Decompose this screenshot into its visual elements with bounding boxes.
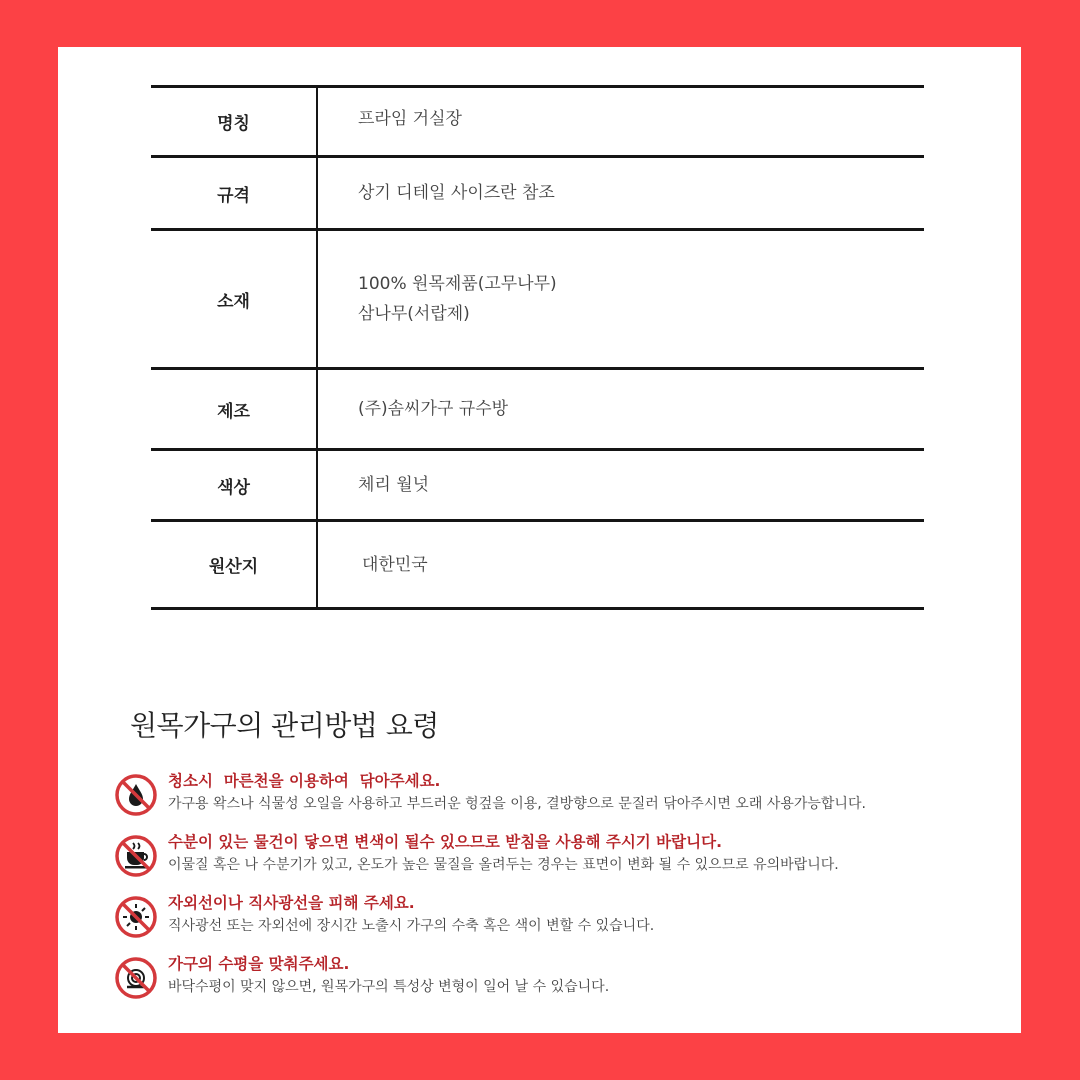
spec-row-size <box>151 155 924 228</box>
care-description: 이물질 혹은 나 수분기가 있고, 온도가 높은 물질을 올려두는 경우는 표면이 변화 될 수 있으므로 유의바랍니다. <box>168 857 839 873</box>
spec-value <box>318 522 924 607</box>
care-heading: 가구의 수평을 맞춰주세요. <box>168 955 350 973</box>
spec-value-line: 삼나무(서랍제) <box>358 304 470 324</box>
care-heading: 자외선이나 직사광선을 피해 주세요. <box>168 894 415 912</box>
product-info-card <box>58 47 1021 1033</box>
spec-label: 소재 <box>151 231 318 367</box>
spec-value-line: 상기 디테일 사이즈란 참조 <box>358 183 555 203</box>
no-sunlight-icon <box>114 895 158 939</box>
care-item <box>114 770 866 817</box>
spec-value-line: 체리 월넛 <box>358 475 430 495</box>
spec-label: 규격 <box>151 158 318 228</box>
care-item <box>114 831 839 878</box>
spec-row-color <box>151 448 924 519</box>
care-heading: 수분이 있는 물건이 닿으면 변색이 될수 있으므로 받침을 사용해 주시기 바랍니다. <box>168 833 722 851</box>
spec-value-line: 대한민국 <box>362 554 428 575</box>
care-section-title: 원목가구의 관리방법 요령 <box>130 709 439 742</box>
care-description: 가구용 왁스나 식물성 오일을 사용하고 부드러운 헝겊을 이용, 결방향으로 문질러 닦아주시면 오래 사용가능합니다. <box>168 796 866 812</box>
spec-row-manufacturer <box>151 367 924 448</box>
spec-value <box>318 88 924 155</box>
spec-label: 제조 <box>151 370 318 448</box>
spec-label: 색상 <box>151 451 318 519</box>
spec-value <box>318 158 924 228</box>
spec-value-line: 100% 원목제품(고무나무) <box>358 274 557 294</box>
spec-row-origin <box>151 519 924 610</box>
care-item <box>114 953 609 1000</box>
spec-label: 원산지 <box>151 522 318 607</box>
spec-row-name <box>151 85 924 155</box>
spec-row-material <box>151 228 924 367</box>
no-hot-cup-icon <box>114 834 158 878</box>
spec-value <box>318 231 924 367</box>
spec-table <box>151 85 924 610</box>
spec-value-line: 프라임 거실장 <box>358 109 462 129</box>
care-item <box>114 892 654 939</box>
care-description: 직사광선 또는 자외선에 장시간 노출시 가구의 수축 혹은 색이 변할 수 있습니다. <box>168 918 655 934</box>
level-floor-icon <box>114 956 158 1000</box>
spec-label: 명칭 <box>151 88 318 155</box>
spec-value <box>318 451 924 519</box>
care-heading: 청소시 마른천을 이용하여 닦아주세요. <box>168 772 441 790</box>
spec-value <box>318 370 924 448</box>
no-liquid-drop-icon <box>114 773 158 817</box>
spec-value-line: (주)솜씨가구 규수방 <box>358 399 509 419</box>
care-description: 바닥수평이 맞지 않으면, 원목가구의 특성상 변형이 일어 날 수 있습니다. <box>168 979 610 995</box>
